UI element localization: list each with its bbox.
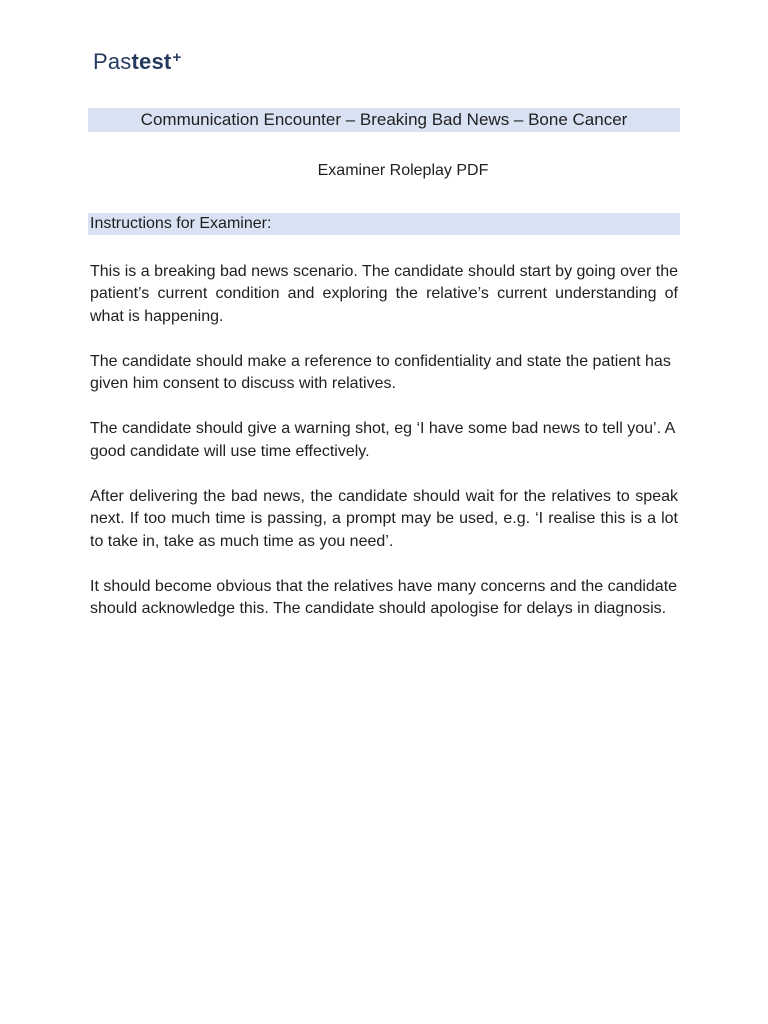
paragraph: After delivering the bad news, the candidate should wait for the relatives to speak next. If too much time is passing, a prompt may be used, e.g. ‘I realise this is a lot to take in, take as much time as you need’.	[90, 488, 678, 550]
section-heading-band	[88, 213, 680, 235]
paragraph: It should become obvious that the relatives have many concerns and the candidate should acknowledge this. The candidate should apologise for delays in diagnosis.	[90, 577, 678, 618]
logo-plus-icon: +	[172, 49, 182, 66]
document-subtitle: Examiner Roleplay PDF	[317, 162, 489, 179]
document-title: Communication Encounter – Breaking Bad News – Bone Cancer	[140, 110, 628, 129]
logo-text-test: test	[131, 49, 172, 74]
paragraph: The candidate should make a reference to confidentiality and state the patient has given him consent to discuss with relatives.	[90, 352, 671, 393]
pastest-logo	[93, 44, 181, 72]
paragraph: This is a breaking bad news scenario. The candidate should start by going over the patient’s current condition and exploring the relative’s current understanding of what is happening.	[90, 263, 678, 325]
section-heading: Instructions for Examiner:	[90, 215, 272, 232]
logo-text-pas: Pas	[93, 49, 132, 74]
paragraph: The candidate should give a warning shot, eg ‘I have some bad news to tell you’. A good candidate will use time effectively.	[90, 420, 675, 460]
instructions-body	[90, 261, 678, 644]
document-title-band	[88, 108, 680, 132]
